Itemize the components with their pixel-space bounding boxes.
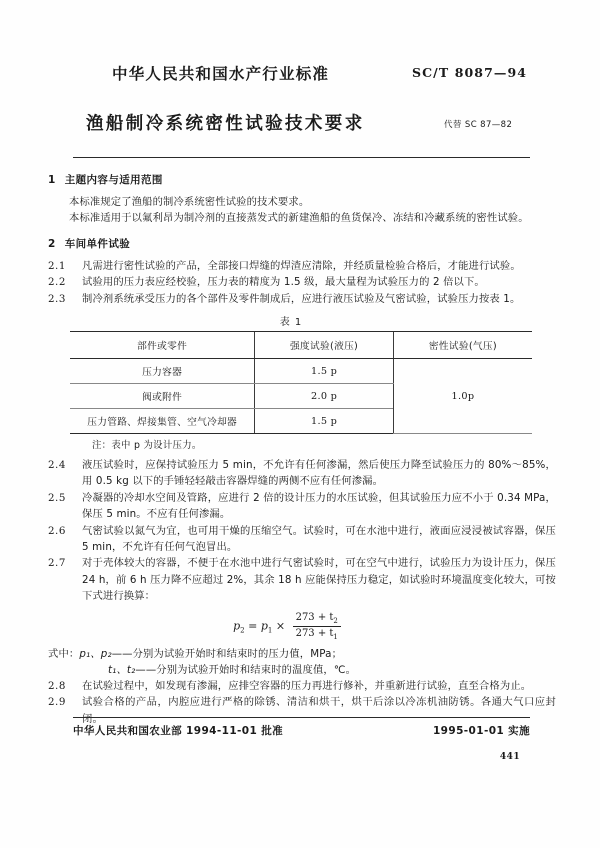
clause-2-7 xyxy=(48,555,556,604)
document-body xyxy=(0,172,600,727)
section-heading-1 xyxy=(48,172,600,188)
effective-date: 1995-01-01 实施 xyxy=(432,725,530,737)
section-title-2: 车间单件试验 xyxy=(64,237,131,250)
document-footer xyxy=(73,723,530,741)
formula-rhs-sub: 1 xyxy=(267,626,273,635)
clause-number: 2.1 xyxy=(48,259,66,272)
table-wrapper xyxy=(70,331,532,434)
clause-2-8 xyxy=(48,678,556,694)
where-symbols-2: t₁、t₂ xyxy=(108,663,136,676)
denominator-sub: 1 xyxy=(333,632,338,641)
conversion-formula xyxy=(0,612,600,641)
formula-lhs: p xyxy=(233,619,241,633)
table-header-row xyxy=(70,332,532,359)
section-1-paragraph-2: 本标准适用于以氟利昂为制冷剂的直接蒸发式的新建渔船的鱼货保冷、冻结和冷藏系统的密性试验。 xyxy=(69,212,529,225)
cell-part: 压力管路、焊接集管、空气冷却器 xyxy=(70,409,255,434)
header-divider xyxy=(73,157,530,158)
section-title-1: 主题内容与适用范围 xyxy=(64,174,163,186)
clause-text: 液压试验时，应保持试验压力 5 min，不允许有任何渗漏，然后使压力降至试验压力的 80%～85%，用 0.5 kg 以下的手锤轻轻敲击容器焊缝的两侧不应有任何渗漏。 xyxy=(82,459,556,488)
column-header-tightness: 密性试验(气压) xyxy=(393,332,532,359)
table-note: 注：表中 p 为设计压力。 xyxy=(92,440,202,452)
numerator-sub: 2 xyxy=(333,616,338,625)
section-number-2: 2 xyxy=(48,237,56,250)
table-caption: 表 1 xyxy=(279,317,303,329)
clause-2-2 xyxy=(48,274,556,290)
clause-text: 凡需进行密性试验的产品，全部接口焊缝的焊渣应清除，并经质量检验合格后，才能进行试验。 xyxy=(82,259,521,272)
cell-part: 阀或附件 xyxy=(70,384,255,409)
clause-number: 2.7 xyxy=(48,557,66,570)
formula-where-line-1 xyxy=(48,646,556,662)
section-heading-2 xyxy=(48,236,600,252)
clause-2-6 xyxy=(48,523,556,556)
section-number-1: 1 xyxy=(48,174,56,186)
page-title: 渔船制冷系统密性试验技术要求 xyxy=(86,114,365,134)
approval-statement: 中华人民共和国农业部 1994-11-01 批准 xyxy=(73,725,284,737)
header-row-organization xyxy=(0,62,600,92)
clause-2-1 xyxy=(48,258,556,274)
where-label: 式中： xyxy=(48,647,80,660)
where-symbols-1: p₁、p₂ xyxy=(79,647,112,660)
clause-number: 2.4 xyxy=(48,459,66,472)
formula-denominator: $273 + t_1$ xyxy=(293,626,341,641)
document-header xyxy=(0,62,600,144)
clause-number: 2.6 xyxy=(48,524,66,537)
formula-equals: = xyxy=(248,619,258,633)
clause-text: 试验合格的产品，内腔应进行严格的除锈、清洁和烘干，烘干后涂以冷冻机油防锈。各通大气口应封闭。 xyxy=(82,696,556,725)
clause-text: 试验用的压力表应经校验，压力表的精度为 1.5 级，最大量程为试验压力的 2 倍以下。 xyxy=(82,276,485,289)
header-row-title xyxy=(0,110,600,144)
where-desc-2: ——分别为试验开始时和结束时的温度值，℃。 xyxy=(135,663,357,676)
clause-text: 在试验过程中，如发现有渗漏，应排空容器的压力再进行修补，并重新进行试验，直至合格为止。 xyxy=(82,679,532,692)
clause-number: 2.8 xyxy=(48,679,66,692)
clause-number: 2.5 xyxy=(48,491,66,504)
cell-tightness-merged: 1.0p xyxy=(393,359,532,434)
where-desc-1: ——分别为试验开始时和结束时的压力值，MPa； xyxy=(111,647,343,660)
clause-2-4 xyxy=(48,457,556,490)
formula-numerator: $273 + t_2$ xyxy=(295,611,338,625)
formula-lhs-sub: 2 xyxy=(240,626,245,635)
clause-text: 制冷剂系统承受压力的各个部件及零件制成后，应进行液压试验及气密试验，试验压力按表 1。 xyxy=(82,292,521,305)
clause-text: 对于壳体较大的容器，不便于在水池中进行气密试验时，可在空气中进行，试验压力为设计压力，保压 24 h，前 6 h 压力降不应超过 2%，其余 18 h 应能保持压力稳定，如试验时环境温度变化较大，可按下式进行换算： xyxy=(82,557,556,603)
table-row xyxy=(70,359,532,384)
cell-strength: 1.5 p xyxy=(255,359,394,384)
clause-2-3 xyxy=(48,291,556,307)
clause-2-5 xyxy=(48,490,556,523)
clause-text: 冷凝器的冷却水空间及管路，应进行 2 倍的设计压力的水压试验，但其试验压力应不小于 0.34 MPa，保压 5 min。不应有任何渗漏。 xyxy=(82,491,556,521)
formula-rhs-var: p xyxy=(260,619,268,633)
clause-text: 气密试验以氮气为宜，也可用干燥的压缩空气。试验时，可在水池中进行，液面应浸浸被试容器，保压 5 min，不允许有任何气泡冒出。 xyxy=(82,524,556,554)
page-number: 441 xyxy=(499,752,521,762)
formula-where-line-2 xyxy=(48,662,556,678)
test-pressure-table xyxy=(70,331,532,434)
issuing-organization: 中华人民共和国水产行业标准 xyxy=(112,65,330,83)
footer-divider xyxy=(73,717,530,718)
column-header-part: 部件或零件 xyxy=(70,332,255,359)
cell-strength: 1.5 p xyxy=(255,409,394,434)
formula-times: × xyxy=(275,619,286,633)
clause-2-9 xyxy=(48,694,556,727)
standard-number: SC/T 8087—94 xyxy=(412,65,528,80)
clause-number: 2.2 xyxy=(48,276,66,289)
formula-fraction xyxy=(293,612,341,641)
cell-strength: 2.0 p xyxy=(255,384,394,409)
replaces-standard: 代替 SC 87—82 xyxy=(444,120,513,130)
column-header-strength: 强度试验(液压) xyxy=(255,332,394,359)
clause-number: 2.9 xyxy=(48,696,66,709)
section-1-paragraph-1: 本标准规定了渔船的制冷系统密性试验的技术要求。 xyxy=(69,196,310,208)
cell-part: 压力容器 xyxy=(70,359,255,384)
clause-number: 2.3 xyxy=(48,292,66,305)
